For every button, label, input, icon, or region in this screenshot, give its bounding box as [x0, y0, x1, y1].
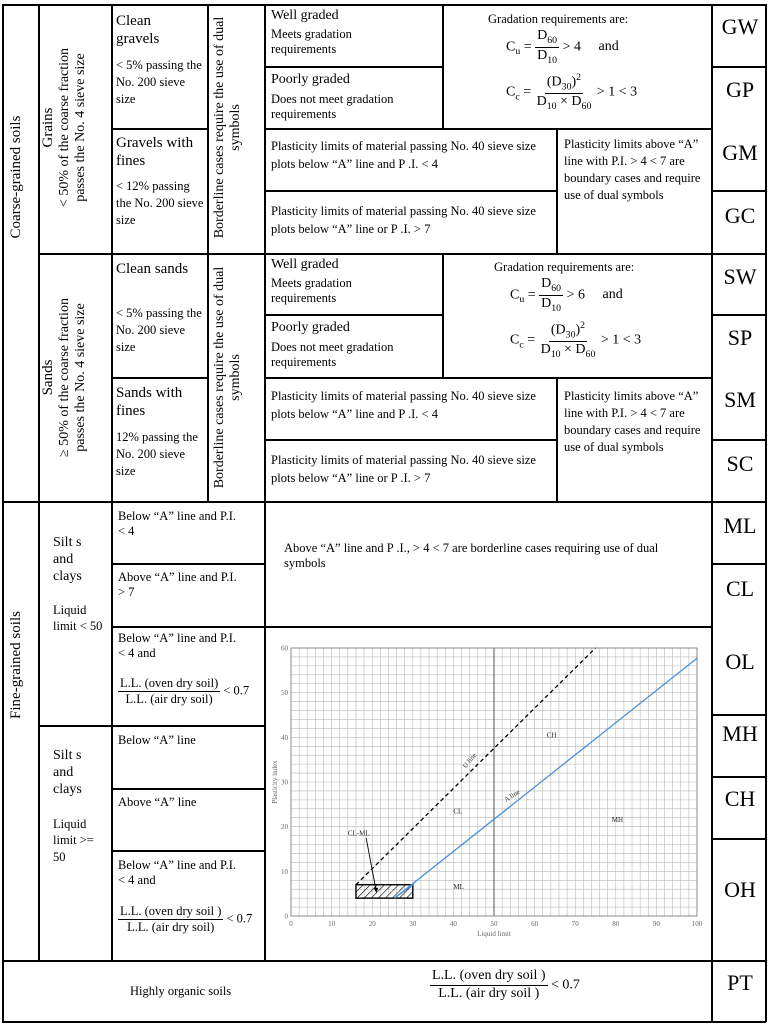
oh-ratio-num: L.L. (oven dry soil ) [120, 904, 222, 918]
oh-ratio-den: L.L. (air dry soil) [127, 920, 215, 934]
symbol-sc: SC [726, 451, 754, 476]
sc-criteria: Plasticity limits of material passing No. 40 sieve size plots below “A” line or P .I. > 7 [271, 453, 536, 485]
symbol-gm: GM [722, 140, 758, 165]
organic-ratio-num: L.L. (oven dry soil ) [430, 968, 548, 986]
symbol-mh: MH [722, 721, 758, 746]
symbol-cl: CL [725, 576, 755, 601]
mh-criteria: Below “A” line [118, 733, 196, 747]
ol-ratio-value: < 0.7 [223, 683, 250, 698]
y-tick-label: 50 [281, 689, 288, 698]
sand-cc-value: > 1 < 3 [600, 332, 642, 348]
y-axis-label: Plasticity index [271, 760, 279, 804]
gravel-cu-formula: $C_u$ = $\frac{D_{60}}{D_{10}}$ > 4 and [506, 28, 619, 66]
oh-ratio-value: < 0.7 [226, 911, 253, 926]
gravels-group-label: Grains < 50% of the coarse fraction passes the No. 4 sieve size [40, 47, 89, 208]
u-line-label: U line [460, 751, 479, 770]
high-ll-group: Silt s and clays [53, 748, 82, 797]
organic-ratio-value: < 0.7 [551, 977, 580, 993]
x-tick-label: 90 [652, 920, 660, 928]
symbol-gw: GW [721, 14, 759, 39]
symbol-oh: OH [724, 877, 756, 902]
highly-organic-label: Highly organic soils [130, 984, 232, 998]
symbol-ol: OL [725, 649, 755, 674]
clean-sands-desc: < 5% passing the No. 200 sieve size [116, 306, 202, 354]
sand-cu-formula: $C_u$ = $\frac{D_{60}}{D_{10}}$ > 6 and [510, 276, 623, 314]
cl-ml-pointer [366, 838, 376, 892]
sands-borderline-note: Borderline cases require the use of dual symbols [212, 266, 244, 489]
symbol-pt: PT [727, 970, 753, 995]
organic-ratio [430, 968, 580, 1003]
x-tick-label: 100 [691, 920, 703, 928]
a-line-label: A line [502, 787, 522, 804]
x-tick-label: 20 [368, 920, 376, 928]
y-tick-label: 20 [281, 823, 288, 832]
sp-title: Poorly graded [271, 320, 350, 335]
gravels-fines-desc: < 12% passing the No. 200 sieve size [116, 179, 204, 227]
ol-ratio [118, 676, 249, 707]
cl-criteria: Above “A” line and P.I. > 7 [118, 570, 237, 599]
gp-title: Poorly graded [271, 72, 350, 87]
plasticity-chart [266, 628, 710, 958]
clean-gravels-title: Clean gravels [116, 13, 160, 47]
sands-fines-title: Sands with fines [116, 385, 183, 419]
x-tick-label: 0 [289, 920, 293, 928]
symbol-gp: GP [725, 77, 755, 102]
gravel-cu-value: > 4 [562, 39, 581, 55]
clean-gravels-desc: < 5% passing the No. 200 sieve size [116, 58, 202, 106]
x-tick-label: 10 [328, 920, 336, 928]
oh-criteria: Below “A” line and P.I. < 4 and [118, 858, 237, 887]
coarse-grained-title: Coarse-grained soils [8, 115, 24, 239]
low-ll-group: Silt s and clays [53, 535, 82, 584]
sw-desc: Meets gradation requirements [271, 276, 352, 305]
gravel-dual-note: Plasticity limits above “A” line with P.I. > 4 < 7 are boundary cases and require use of dual symbols [564, 137, 701, 202]
sand-and: and [602, 287, 623, 303]
x-tick-label: 30 [409, 920, 417, 928]
sp-desc: Does not meet gradation requirements [271, 340, 394, 369]
fine-grained-title: Fine-grained soils [8, 611, 24, 719]
sw-title: Well graded [271, 257, 339, 272]
gc-criteria: Plasticity limits of material passing No. 40 sieve size plots below “A” line or P .I. > 7 [271, 204, 536, 236]
symbol-ch: CH [724, 786, 756, 811]
x-tick-label: 80 [612, 920, 620, 928]
annotation-cl: CL [453, 807, 463, 816]
high-ll-limit: Liquid limit >= 50 [53, 817, 94, 864]
gravel-gradation-title: Gradation requirements are: [488, 12, 629, 26]
gm-criteria: Plasticity limits of material passing No. 40 sieve size plots below “A” line and P .I. < 4 [271, 139, 536, 171]
gravel-cc-formula: $C_c$ = $\frac{(D_{30})^2}{D_{10} \times D_{60}}$ > 1 < 3 [506, 72, 638, 112]
symbol-sw: SW [723, 264, 757, 289]
sand-dual-note: Plasticity limits above “A” line with P.I. > 4 < 7 are boundary cases and require use of dual symbols [564, 389, 701, 454]
x-tick-label: 60 [531, 920, 539, 928]
y-tick-label: 0 [284, 912, 288, 921]
annotation-ml: ML [453, 883, 464, 892]
clean-sands-title: Clean sands [116, 261, 189, 277]
x-tick-label: 70 [571, 920, 579, 928]
y-tick-label: 30 [281, 778, 288, 787]
symbol-sm: SM [724, 387, 756, 412]
sand-cu-value: > 6 [566, 287, 585, 303]
sands-group-label: Sands ≥ 50% of the coarse fraction passes the No. 4 sieve size [40, 298, 89, 457]
symbol-ml: ML [723, 513, 757, 538]
annotation-cl-ml: CL-ML [347, 829, 370, 838]
x-axis-label: Liquid limit [477, 930, 511, 938]
gw-title: Well graded [271, 8, 339, 23]
y-tick-label: 10 [281, 867, 288, 876]
annotation-mh: MH [611, 816, 624, 825]
gravels-fines-title: Gravels with fines [116, 135, 194, 169]
symbol-sp: SP [727, 325, 753, 350]
sand-gradation-title: Gradation requirements are: [494, 260, 635, 274]
gravels-borderline-note: Borderline cases require the use of dual symbols [212, 16, 244, 239]
ol-ratio-den: L.L. (air dry soil) [125, 692, 213, 706]
symbol-gc: GC [724, 203, 756, 228]
x-tick-label: 40 [449, 920, 457, 928]
ol-ratio-num: L.L. (oven dry soil) [120, 676, 219, 690]
ml-criteria: Below “A” line and P.I. < 4 [118, 509, 237, 538]
low-ll-limit: Liquid limit < 50 [53, 603, 103, 634]
x-tick-label: 50 [490, 920, 498, 928]
sand-cc-formula: $C_c$ = $\frac{(D_{30})^2}{D_{10} \times D_{60}}$ > 1 < 3 [510, 320, 642, 360]
ml-cl-borderline-note: Above “A” line and P .I., > 4 < 7 are borderline cases requiring use of dual symbols [284, 541, 659, 570]
y-tick-label: 40 [281, 733, 288, 742]
gp-desc: Does not meet gradation requirements [271, 92, 394, 121]
annotation-ch: CH [546, 731, 557, 740]
sm-criteria: Plasticity limits of material passing No. 40 sieve size plots below “A” line and P .I. < 4 [271, 389, 536, 421]
ol-criteria: Below “A” line and P.I. < 4 and [118, 631, 237, 660]
sands-fines-desc: 12% passing the No. 200 sieve size [116, 430, 198, 478]
ch-criteria: Above “A” line [118, 795, 197, 809]
gravel-and: and [598, 39, 619, 55]
y-tick-label: 60 [281, 644, 288, 653]
oh-ratio [118, 904, 252, 935]
gw-desc: Meets gradation requirements [271, 27, 352, 56]
organic-ratio-den: L.L. (air dry soil ) [438, 985, 540, 1001]
gravel-cc-value: > 1 < 3 [596, 84, 638, 100]
